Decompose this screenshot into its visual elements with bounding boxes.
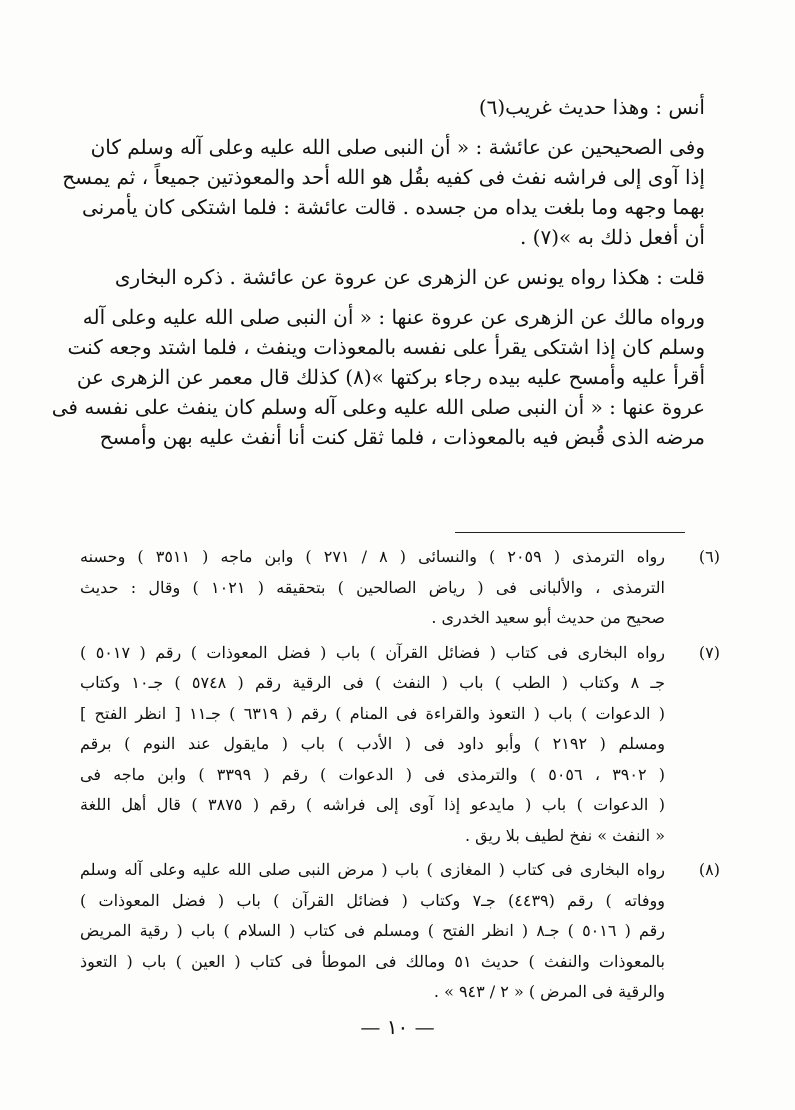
footnote-line: ( ٣٩٠٢ ، ٥٠٥٦ ) والترمذى فى ( الدعوات ) رقم ( ٣٣٩٩ ) وابن ماجه فى <box>80 764 666 784</box>
text-line: أنس : وهذا حديث غريب(٦) <box>478 95 705 119</box>
paragraph-gap <box>130 292 705 302</box>
footnote-line: بالمعوذات والنفث ) حديث ٥١ ومالك فى الموطأ فى كتاب ( العين ) باب ( التعوذ <box>80 951 665 971</box>
footnote-line: رقم ( ٥٠١٦ ) جـ٨ ( انظر الفتح ) ومسلم فى كتاب ( السلام ) باب ( رقية المريض <box>80 921 666 940</box>
page-number: — ١٠ — <box>360 1015 435 1039</box>
footnote-number: (٦) <box>698 547 720 566</box>
footnote-body <box>80 855 665 1008</box>
footnote-8 <box>80 855 720 1008</box>
footnote-line: والرقية فى المرض ) « ٢ / ٩٤٣ » . <box>433 982 665 1001</box>
footnote-divider <box>455 532 685 533</box>
footnote-line: رواه الترمذى ( ٢٠٥٩ ) والنسائى ( ٨ / ٢٧١ ) وابن ماجه ( ٣٥١١ ) وحسنه <box>80 547 665 566</box>
footnote-line: ( الدعوات ) باب ( مايدعو إذا آوى إلى فراشه ) رقم ( ٣٨٧٥ ) قال أهل اللغة <box>80 795 665 814</box>
footnote-line: جـ ٨ وكتاب ( الطب ) باب ( النفث ) فى الرقية رقم ( ٥٧٤٨ ) جـ١٠ وكتاب <box>80 673 666 692</box>
footnote-body <box>80 638 665 852</box>
footnotes <box>80 542 720 1012</box>
text-line: عروة عنها : « أن النبى صلى الله عليه وعلى آله وسلم كان ينفث على نفسه فى <box>51 395 705 419</box>
main-text <box>51 92 705 452</box>
footnote-line: رواه البخارى فى كتاب ( فضائل القرآن ) باب ( فضل المعوذات ) رقم ( ٥٠١٧ ) <box>80 642 665 662</box>
text-line: مرضه الذى قُبض فيه بالمعوذات ، فلما ثقل كنت أنا أنفث عليه بهن وأمسح <box>99 425 705 449</box>
paragraph-gap <box>130 122 705 132</box>
footnote-body <box>80 542 665 634</box>
paragraph-gap <box>130 252 705 262</box>
footnote-7 <box>80 638 720 852</box>
footnote-6 <box>80 542 720 634</box>
footnote-line: ومسلم ( ٢١٩٢ ) وأبو داود فى ( الأدب ) باب ( مايقول عند النوم ) برقم <box>80 734 665 753</box>
text-line: وفى الصحيحين عن عائشة : « أن النبى صلى الله عليه وعلى آله وسلم كان <box>90 135 705 159</box>
text-line: بهما وجهه وما بلغت يداه من جسده . قالت عائشة : فلما اشتكى كان يأمرنى <box>81 195 705 219</box>
footnote-line: « النفث » نفخ لطيف بلا ريق . <box>464 825 665 845</box>
footnote-line: ( الدعوات ) باب ( التعوذ والقراءة فى المنام ) رقم ( ٦٣١٩ ) جـ١١ [ انظر الفتح ] <box>80 703 666 723</box>
text-line: وسلم كان إذا اشتكى يقرأ على نفسه بالمعوذات وينفث ، فلما اشتد وجعه كنت <box>67 335 705 359</box>
footnote-line: الترمذى ، والألبانى فى ( رياض الصالحين ) بتحقيقه ( ١٠٢١ ) وقال : حديث <box>80 577 666 597</box>
footnote-number: (٨) <box>698 860 720 879</box>
text-line: أقرأ عليه وأمسح عليه بيده رجاء بركتها »(٨) كذلك قال معمر عن الزهرى عن <box>76 365 705 389</box>
text-line: إذا آوى إلى فراشه نفث فى كفيه بقُل هو الله أحد والمعوذتين جميعاً ، ثم يمسح <box>62 165 705 189</box>
footnote-number: (٧) <box>698 642 720 662</box>
footnote-line: ووفاته ) رقم (٤٤٣٩) جـ٧ وكتاب ( فضائل القرآن ) باب ( فضل المعوذات ) <box>80 890 666 910</box>
text-line: أن أفعل ذلك به »(٧) . <box>519 225 705 249</box>
text-line: ورواه مالك عن الزهرى عن عروة عنها : « أن النبى صلى الله عليه وعلى آله <box>82 305 705 329</box>
footnote-line: رواه البخارى فى كتاب ( المغازى ) باب ( مرض النبى صلى الله عليه وعلى آله وسلم <box>80 860 665 879</box>
footnote-line: صحيح من حديث أبو سعيد الخدرى . <box>431 608 665 627</box>
text-line: قلت : هكذا رواه يونس عن الزهرى عن عروة عن عائشة . ذكره البخارى <box>114 265 705 289</box>
